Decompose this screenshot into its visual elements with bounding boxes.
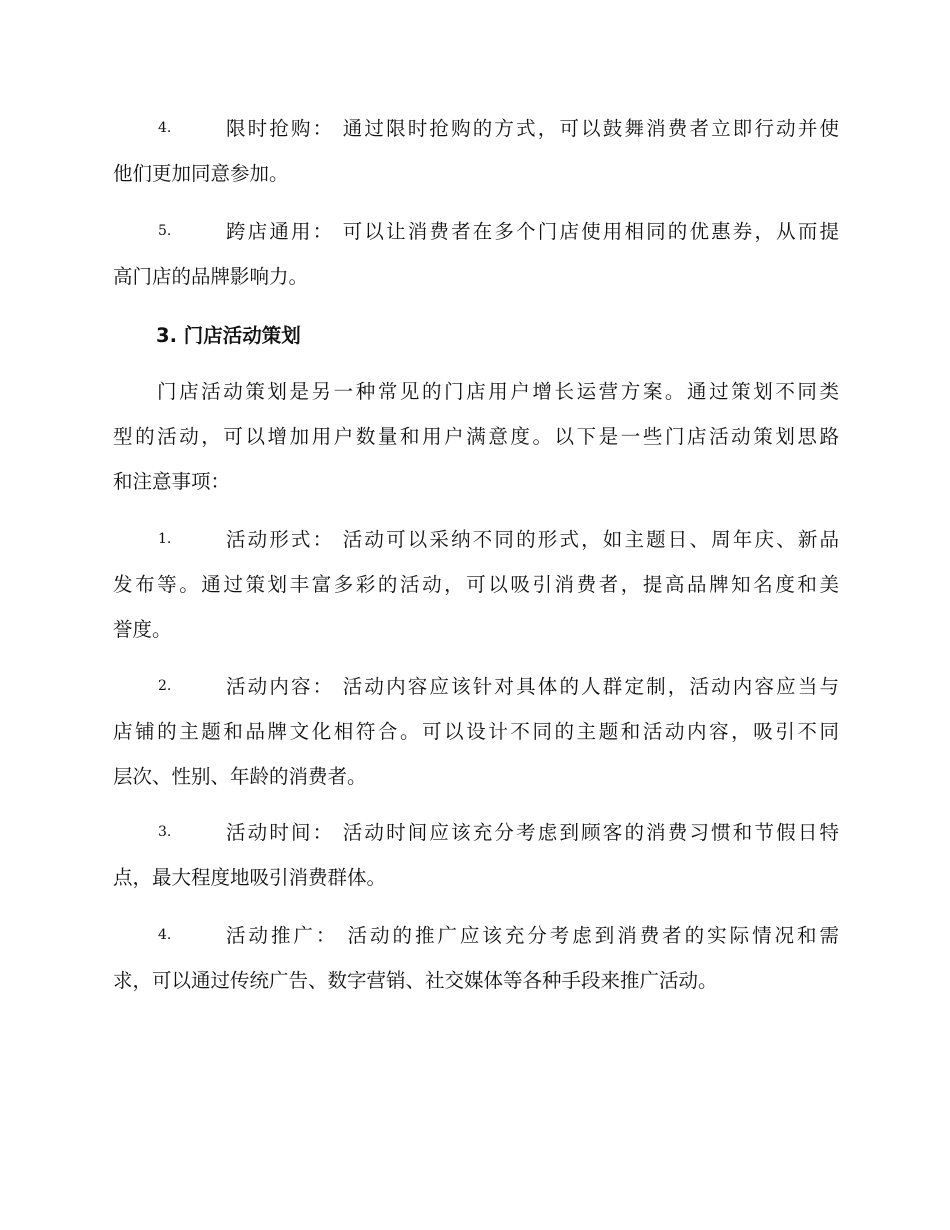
list-item-text: 高门店的品牌影响力。	[113, 265, 309, 288]
list-item-text: 限时抢购： 通过限时抢购的方式，可以鼓舞消费者立即行动并使	[226, 117, 839, 140]
list-item-text: 店铺的主题和品牌文化相符合。可以设计不同的主题和活动内容，吸引不同	[113, 720, 839, 743]
list-number: 3.	[158, 824, 172, 840]
list-item-text: 点，最大程度地吸引消费群体。	[113, 866, 387, 889]
list-item	[113, 209, 839, 299]
list-item	[113, 106, 839, 196]
paragraph-line: 型的活动，可以增加用户数量和用户满意度。以下是一些门店活动策划思路	[113, 425, 839, 448]
list-number: 2.	[158, 678, 172, 694]
list-item-text: 他们更加同意参加。	[113, 162, 289, 185]
list-item-text: 发布等。通过策划丰富多彩的活动，可以吸引消费者，提高品牌知名度和美	[113, 573, 839, 596]
paragraph-line: 和注意事项：	[113, 470, 231, 493]
list-item-text: 活动形式： 活动可以采纳不同的形式，如主题日、周年庆、新品	[226, 528, 839, 551]
section-heading: 3. 门店活动策划	[156, 324, 301, 347]
list-item-text: 活动推广： 活动的推广应该充分考虑到消费者的实际情况和需	[226, 924, 839, 947]
list-item	[113, 664, 839, 799]
list-item-text: 活动时间： 活动时间应该充分考虑到顾客的消费习惯和节假日特	[226, 821, 839, 844]
intro-paragraph	[113, 369, 839, 504]
list-number: 4.	[158, 120, 172, 136]
list-item-text: 求，可以通过传统广告、数字营销、社交媒体等各种手段来推广活动。	[113, 969, 718, 992]
paragraph-line: 门店活动策划是另一种常见的门店用户增长运营方案。通过策划不同类	[157, 380, 839, 403]
list-item-text: 活动内容： 活动内容应该针对具体的人群定制，活动内容应当与	[226, 675, 839, 698]
list-number: 1.	[158, 531, 172, 547]
list-item-text: 誉度。	[113, 618, 172, 641]
list-item	[113, 517, 839, 652]
list-number: 5.	[158, 223, 172, 239]
list-item-text: 层次、性别、年龄的消费者。	[113, 765, 367, 788]
list-item-text: 跨店通用： 可以让消费者在多个门店使用相同的优惠券，从而提	[226, 220, 839, 243]
list-item	[113, 913, 839, 1003]
list-item	[113, 810, 839, 900]
list-number: 4.	[158, 927, 172, 943]
